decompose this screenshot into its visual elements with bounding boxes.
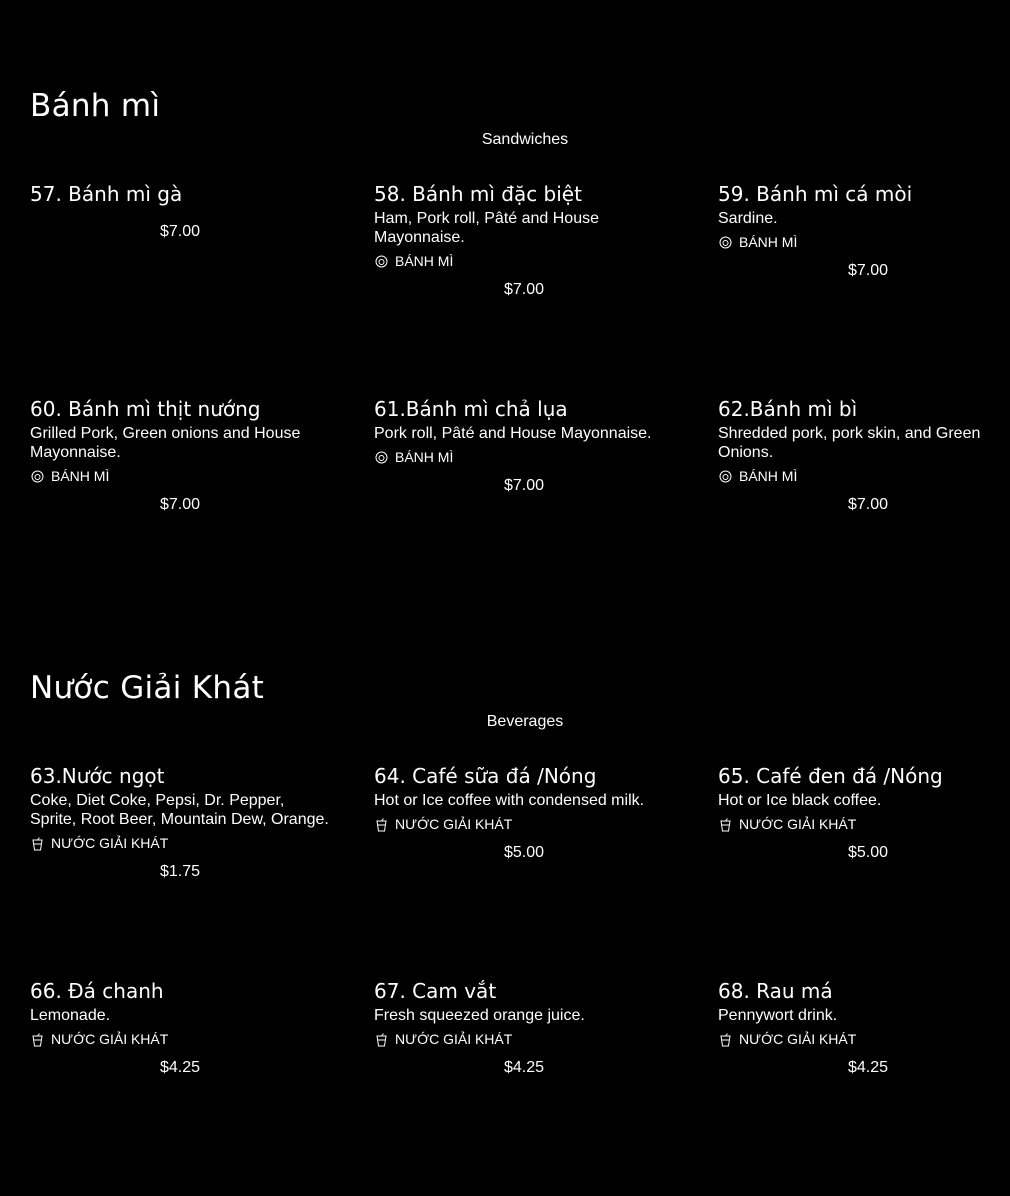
item-category-tag xyxy=(718,816,1010,833)
item-price: $7.00 xyxy=(159,223,201,240)
item-category-tag xyxy=(374,449,674,466)
drink-icon xyxy=(718,817,733,832)
item-description: Fresh squeezed orange juice. xyxy=(374,1007,585,1024)
item-price: $1.75 xyxy=(159,863,201,880)
item-category-tag xyxy=(718,468,1010,485)
section-subtitle: Beverages xyxy=(486,713,564,730)
item-price: $7.00 xyxy=(159,496,201,513)
drink-icon xyxy=(30,836,45,851)
item-price: $7.00 xyxy=(503,477,545,494)
plate-icon xyxy=(374,254,389,269)
menu-item[interactable] xyxy=(718,396,1010,514)
menu-item[interactable] xyxy=(374,763,674,862)
item-name: 67. Cam vắt xyxy=(374,979,497,1003)
tag-label: BÁNH MÌ xyxy=(51,468,110,484)
menu-item[interactable] xyxy=(30,763,330,881)
tag-label: BÁNH MÌ xyxy=(395,449,454,465)
item-price: $7.00 xyxy=(847,262,889,279)
plate-icon xyxy=(718,235,733,250)
tag-label: NƯỚC GIẢI KHÁT xyxy=(739,816,857,832)
item-description: Shredded pork, pork skin, and Green Onions. xyxy=(718,425,981,461)
menu-item[interactable] xyxy=(374,396,674,495)
item-name: 64. Café sữa đá /Nóng xyxy=(374,764,597,788)
item-name: 61.Bánh mì chả lụa xyxy=(374,397,568,421)
item-price: $4.25 xyxy=(159,1059,201,1076)
tag-label: BÁNH MÌ xyxy=(739,468,798,484)
item-category-tag xyxy=(718,234,1010,251)
drink-icon xyxy=(30,1032,45,1047)
menu-item[interactable] xyxy=(374,181,674,299)
item-name: 63.Nước ngọt xyxy=(30,764,165,788)
tag-label: NƯỚC GIẢI KHÁT xyxy=(51,1031,169,1047)
item-name: 66. Đá chanh xyxy=(30,979,164,1003)
item-price: $4.25 xyxy=(847,1059,889,1076)
item-category-tag xyxy=(30,468,330,485)
item-description: Sardine. xyxy=(718,210,778,227)
item-name: 58. Bánh mì đặc biệt xyxy=(374,182,582,206)
plate-icon xyxy=(374,450,389,465)
item-name: 59. Bánh mì cá mòi xyxy=(718,182,913,206)
item-name: 65. Café đen đá /Nóng xyxy=(718,764,943,788)
menu-item[interactable] xyxy=(718,763,1010,862)
tag-label: BÁNH MÌ xyxy=(739,234,798,250)
item-description: Hot or Ice coffee with condensed milk. xyxy=(374,792,645,809)
tag-label: NƯỚC GIẢI KHÁT xyxy=(395,1031,513,1047)
menu-item[interactable] xyxy=(30,978,330,1077)
item-category-tag xyxy=(30,835,330,852)
item-category-tag xyxy=(718,1031,1010,1048)
item-description: Hot or Ice black coffee. xyxy=(718,792,882,809)
plate-icon xyxy=(718,469,733,484)
section-subtitle: Sandwiches xyxy=(481,131,569,148)
item-price: $7.00 xyxy=(503,281,545,298)
item-name: 68. Rau má xyxy=(718,979,833,1003)
section-title: Bánh mì xyxy=(30,88,161,124)
item-description: Ham, Pork roll, Pâté and House Mayonnaise. xyxy=(374,210,599,246)
item-description: Lemonade. xyxy=(30,1007,111,1024)
item-price: $5.00 xyxy=(847,844,889,861)
tag-label: NƯỚC GIẢI KHÁT xyxy=(395,816,513,832)
menu-item[interactable] xyxy=(718,181,1010,280)
item-description: Pennywort drink. xyxy=(718,1007,838,1024)
menu-item[interactable] xyxy=(30,181,330,241)
item-name: 60. Bánh mì thịt nướng xyxy=(30,397,261,421)
tag-label: BÁNH MÌ xyxy=(395,253,454,269)
tag-label: NƯỚC GIẢI KHÁT xyxy=(51,835,169,851)
drink-icon xyxy=(718,1032,733,1047)
menu-item[interactable] xyxy=(718,978,1010,1077)
section-title: Nước Giải Khát xyxy=(30,670,265,706)
drink-icon xyxy=(374,817,389,832)
plate-icon xyxy=(30,469,45,484)
item-description: Grilled Pork, Green onions and House Mayonnaise. xyxy=(30,425,301,461)
item-name: 62.Bánh mì bì xyxy=(718,397,858,421)
item-description: Coke, Diet Coke, Pepsi, Dr. Pepper, Sprite, Root Beer, Mountain Dew, Orange. xyxy=(30,792,329,828)
drink-icon xyxy=(374,1032,389,1047)
item-price: $7.00 xyxy=(847,496,889,513)
item-category-tag xyxy=(374,1031,674,1048)
item-category-tag xyxy=(30,1031,330,1048)
tag-label: NƯỚC GIẢI KHÁT xyxy=(739,1031,857,1047)
menu-item[interactable] xyxy=(374,978,674,1077)
item-category-tag xyxy=(374,816,674,833)
item-name: 57. Bánh mì gà xyxy=(30,182,183,206)
item-price: $4.25 xyxy=(503,1059,545,1076)
item-category-tag xyxy=(374,253,674,270)
menu-item[interactable] xyxy=(30,396,330,514)
item-description: Pork roll, Pâté and House Mayonnaise. xyxy=(374,425,652,442)
item-price: $5.00 xyxy=(503,844,545,861)
